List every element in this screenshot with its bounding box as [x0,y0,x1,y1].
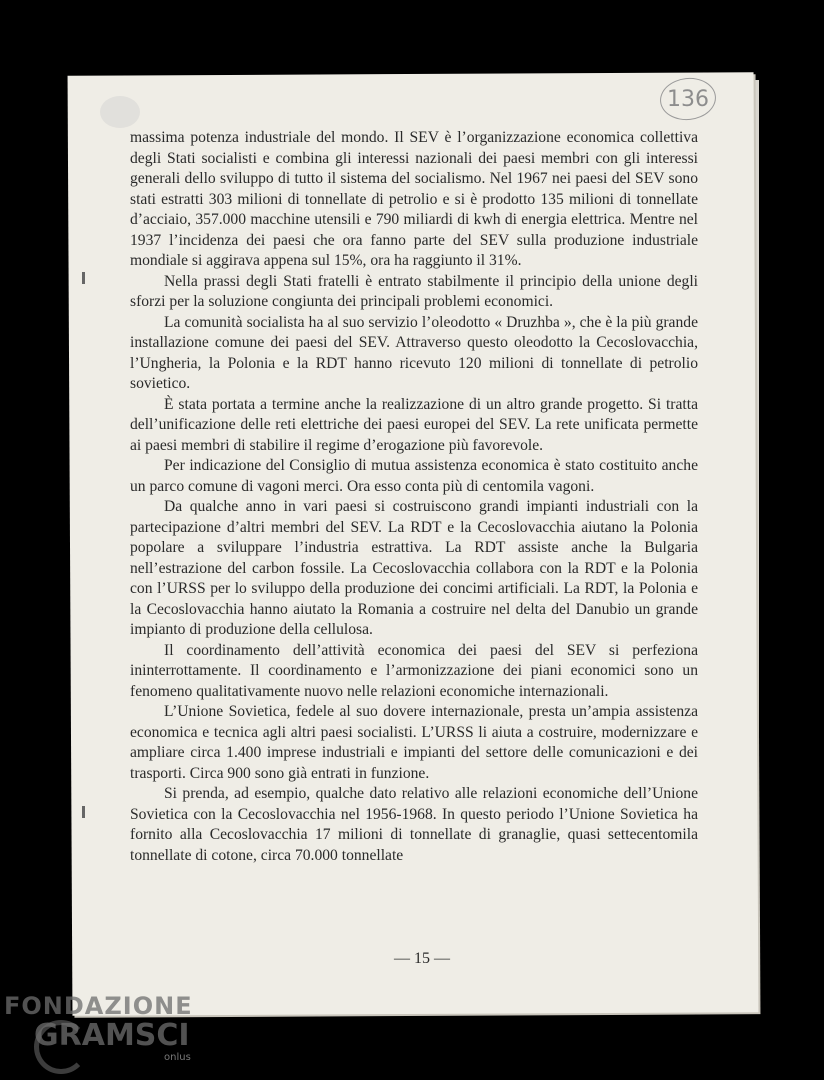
paragraph: massima potenza industriale del mondo. Il SEV è l’organizzazione economica collettiva degli Stati socialisti e combina gli interessi nazionali dei paesi membri con gli interessi generali dello sviluppo di tutto il sistema del socialismo. Nel 1967 nei paesi del SEV sono stati estratti 303 milioni di tonnellate di petrolio e si è prodotto 135 milioni di tonnellate d’acciaio, 357.000 macchine utensili e 790 miliardi di kwh di energia elettrica. Mentre nel 1937 l’incidenza dei paesi che ora fanno parte del SEV sulla produzione industriale mondiale si aggirava appena sul 15%, ora ha raggiunto il 31%. [130,129,698,269]
paragraph: Il coordinamento dell’attività economica dei paesi del SEV si perfeziona ininterrottamente. Il coordinamento e l’armonizzazione dei piani economici sono un fenomeno qualitativamente nuovo nelle relazioni economiche internazionali. [130,641,698,700]
paragraph: L’Unione Sovietica, fedele al suo dovere internazionale, presta un’ampia assistenza economica e tecnica agli altri paesi socialisti. L’URSS li aiuta a costruire, modernizzare e ampliare circa 1.400 imprese industriali e impianti del settore delle comunicazioni e dei trasporti. Circa 900 sono già entrati in funzione. [130,703,698,782]
watermark-logo [0,992,220,1078]
paragraph: Si prenda, ad esempio, qualche dato relativo alle relazioni economiche dell’Unione Sovietica con la Cecoslovacchia nel 1956-1968. In questo periodo l’Unione Sovietica ha fornito alla Cecoslovacchia 17 milioni di tonnellate di granaglie, quasi settecentomila tonnellate di cotone, circa 70.000 tonnellate [130,785,698,864]
page-footer-number: — 15 — [394,950,450,967]
binding-mark [82,272,85,284]
binding-mark [82,806,85,818]
stamp-smudge [100,96,140,128]
paragraph: Da qualche anno in vari paesi si costruiscono grandi impianti industriali con la partecipazione d’altri membri del SEV. La RDT e la Cecoslovacchia aiutano la Polonia popolare a sviluppare l’industria estrattiva. La RDT assiste anche la Bulgaria nell’estrazione del carbon fossile. La Cecoslovacchia collabora con la RDT e la Polonia con l’URSS per lo sviluppo della produzione dei concimi artificiali. La RDT, la Polonia e la Cecoslovacchia hanno aiutato la Romania a costruire nel delta del Danubio un grande impianto di produzione della cellulosa. [130,498,698,638]
body-text [130,128,698,866]
paragraph: La comunità socialista ha al suo servizio l’oleodotto « Druzhba », che è la più grande installazione comune dei paesi del SEV. Attraverso questo oleodotto la Cecoslovacchia, l’Ungheria, la Polonia e la RDT hanno ricevuto 120 milioni di tonnellate di petrolio sovietico. [130,313,698,392]
watermark-line-2: GRAMSCI [34,1018,190,1053]
watermark-line-1: FONDAZIONE [4,992,193,1020]
paragraph: Nella prassi degli Stati fratelli è entrato stabilmente il principio della unione degli sforzi per la soluzione congiunta dei principali problemi economici. [130,272,698,310]
handwritten-page-number-text: 136 [667,86,709,112]
paragraph: Per indicazione del Consiglio di mutua assistenza economica è stato costituito anche un parco comune di vagoni merci. Ora esso conta più di centomila vagoni. [130,457,698,495]
watermark-line-3: onlus [164,1052,191,1063]
paragraph: È stata portata a termine anche la realizzazione di un altro grande progetto. Si tratta dell’unificazione delle reti elettriche dei paesi europei del SEV. La rete unificata permette ai paesi membri di stabilire il regime d’erogazione più favorevole. [130,395,698,454]
